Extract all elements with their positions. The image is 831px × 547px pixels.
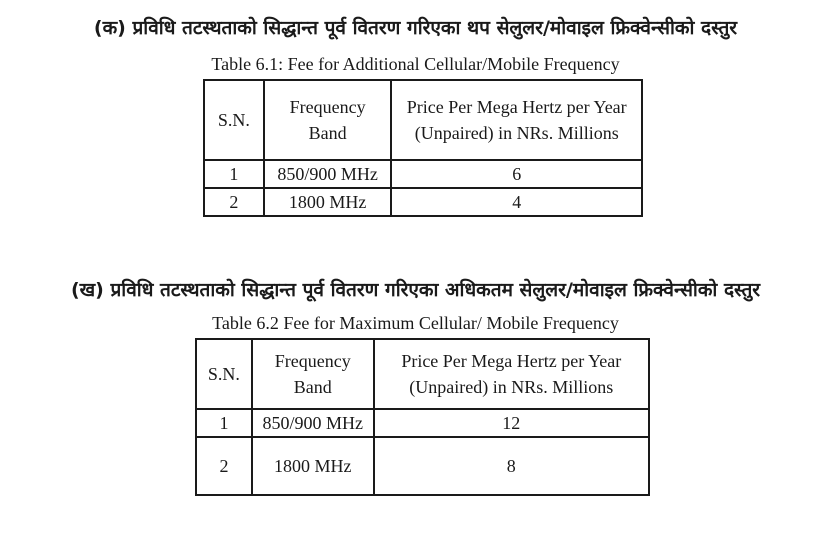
table-row	[196, 437, 649, 495]
table-6-2-caption: Table 6.2 Fee for Maximum Cellular/ Mobile Frequency	[212, 313, 619, 333]
cell-band: 1800 MHz	[264, 188, 392, 216]
header-price: Price Per Mega Hertz per Year (Unpaired) in NRs. Millions	[391, 80, 642, 160]
table-header-row	[204, 80, 642, 160]
table-row	[204, 160, 642, 188]
cell-price: 8	[374, 437, 649, 495]
cell-sn: 2	[204, 188, 264, 216]
section-a-heading: (क) प्रविधि तटस्थताको सिद्धान्त पूर्व वितरण गरिएका थप सेलुलर/मोवाइल फ्रिक्वेन्सीको दस्तुर	[93, 17, 738, 39]
table-header-row	[196, 339, 649, 409]
cell-price: 6	[391, 160, 642, 188]
table-6-1-caption: Table 6.1: Fee for Additional Cellular/Mobile Frequency	[211, 54, 620, 74]
table-row	[196, 409, 649, 437]
section-b-heading: (ख) प्रविधि तटस्थताको सिद्धान्त पूर्व वितरण गरिएका अधिकतम सेलुलर/मोवाइल फ्रिक्वेन्सीको दस्तुर	[70, 279, 761, 301]
cell-band: 1800 MHz	[252, 437, 374, 495]
cell-band: 850/900 MHz	[252, 409, 374, 437]
header-frequency-band: Frequency Band	[264, 80, 392, 160]
table-6-1	[203, 79, 643, 217]
cell-sn: 1	[204, 160, 264, 188]
table-6-2	[195, 338, 650, 496]
header-sn: S.N.	[204, 80, 264, 160]
header-frequency-band: Frequency Band	[252, 339, 374, 409]
table-row	[204, 188, 642, 216]
cell-band: 850/900 MHz	[264, 160, 392, 188]
cell-price: 4	[391, 188, 642, 216]
cell-price: 12	[374, 409, 649, 437]
cell-sn: 1	[196, 409, 252, 437]
cell-sn: 2	[196, 437, 252, 495]
header-sn: S.N.	[196, 339, 252, 409]
header-price: Price Per Mega Hertz per Year (Unpaired) in NRs. Millions	[374, 339, 649, 409]
